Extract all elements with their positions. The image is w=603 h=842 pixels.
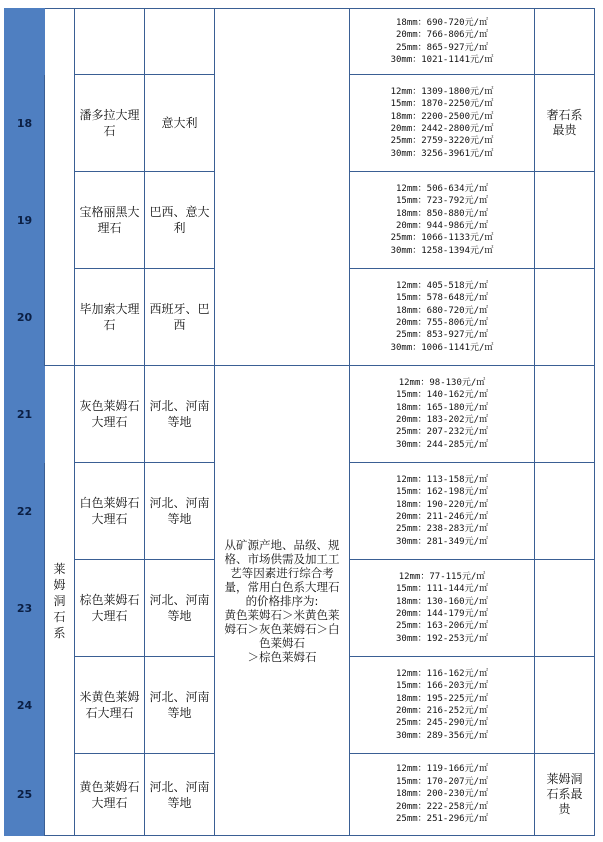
description-line: 量，常用白色系大理石 — [224, 579, 340, 594]
price-line: 18mm：690-720元/㎡ — [395, 17, 489, 28]
price-list — [350, 463, 535, 560]
row-number: 22 — [5, 463, 45, 560]
stone-name — [75, 9, 145, 75]
price-line: 25mm：2759-3220元/㎡ — [390, 136, 494, 147]
price-line: 12mm：405-518元/㎡ — [395, 280, 489, 291]
note-line: 贵 — [558, 802, 571, 816]
series-label-char: 洞 — [53, 593, 66, 608]
price-line: 12mm：113-158元/㎡ — [395, 474, 489, 485]
price-line: 15mm：140-162元/㎡ — [395, 390, 489, 401]
description-line: ＞棕色莱姆石 — [247, 649, 317, 664]
stone-name: 潘多拉大理石 — [75, 75, 145, 172]
stone-origin: 河北、河南等地 — [145, 560, 215, 657]
series-label-char: 系 — [53, 625, 66, 640]
description-line: 黄色莱姆石＞米黄色莱 — [224, 607, 340, 622]
price-line: 12mm：98-130元/㎡ — [398, 377, 486, 388]
price-line: 30mm：1006-1141元/㎡ — [390, 342, 494, 353]
price-line: 12mm：119-166元/㎡ — [395, 764, 489, 775]
price-line: 30mm：281-349元/㎡ — [395, 536, 489, 547]
price-line: 15mm：723-792元/㎡ — [395, 196, 489, 207]
note-cell — [535, 9, 595, 75]
description-line: 的价格排序为: — [245, 593, 319, 608]
price-line: 30mm：289-356元/㎡ — [395, 730, 489, 741]
stone-origin: 西班牙、巴西 — [145, 269, 215, 366]
description-cell-blank — [215, 9, 350, 366]
price-line: 30mm：1258-1394元/㎡ — [390, 245, 494, 256]
price-line: 20mm：2442-2800元/㎡ — [390, 124, 494, 134]
price-line: 20mm：755-806元/㎡ — [395, 318, 489, 328]
price-line: 12mm：77-115元/㎡ — [398, 571, 486, 582]
price-line: 18mm：130-160元/㎡ — [395, 596, 489, 607]
stone-origin: 河北、河南等地 — [145, 754, 215, 836]
price-line: 25mm：163-206元/㎡ — [395, 621, 489, 632]
description-line: 从矿源产地、品级、规 — [224, 537, 340, 552]
price-line: 20mm：183-202元/㎡ — [395, 415, 489, 425]
price-list — [350, 269, 535, 366]
note-cell — [535, 754, 595, 836]
price-list — [350, 366, 535, 463]
note-line: 莱姆洞 — [546, 772, 583, 786]
price-line: 20mm：144-179元/㎡ — [395, 609, 489, 619]
note-line: 石系最 — [546, 787, 583, 801]
row-number: 19 — [5, 172, 45, 269]
note-cell — [535, 269, 595, 366]
note-cell — [535, 366, 595, 463]
row-number: 21 — [5, 366, 45, 463]
price-line: 18mm：200-230元/㎡ — [395, 789, 489, 800]
price-line: 30mm：1021-1141元/㎡ — [390, 54, 494, 65]
price-line: 18mm：165-180元/㎡ — [395, 402, 489, 413]
note-cell — [535, 657, 595, 754]
price-list — [350, 172, 535, 269]
stone-origin — [145, 9, 215, 75]
price-line: 30mm：192-253元/㎡ — [395, 633, 489, 644]
table-row — [5, 9, 595, 75]
price-line: 20mm：944-986元/㎡ — [395, 221, 489, 231]
row-number — [5, 9, 45, 75]
stone-name: 米黄色莱姆石大理石 — [75, 657, 145, 754]
price-line: 20mm：222-258元/㎡ — [395, 801, 489, 812]
series-label-char: 姆 — [53, 577, 66, 592]
price-line: 15mm：166-203元/㎡ — [395, 681, 489, 692]
price-line: 20mm：211-246元/㎡ — [395, 512, 489, 522]
price-line: 12mm：506-634元/㎡ — [395, 183, 489, 194]
stone-name: 棕色莱姆石大理石 — [75, 560, 145, 657]
price-line: 18mm：680-720元/㎡ — [395, 305, 489, 316]
series-label-char: 莱 — [53, 561, 66, 576]
series-label-char: 石 — [53, 609, 66, 624]
price-line: 25mm：865-927元/㎡ — [395, 42, 489, 53]
description-line: 色莱姆石 — [259, 635, 305, 650]
price-list — [350, 754, 535, 836]
price-line: 30mm：244-285元/㎡ — [395, 439, 489, 450]
price-line: 18mm：195-225元/㎡ — [395, 693, 489, 704]
price-line: 25mm：207-232元/㎡ — [395, 427, 489, 438]
stone-origin: 河北、河南等地 — [145, 366, 215, 463]
price-line: 30mm：3256-3961元/㎡ — [390, 148, 494, 159]
row-number: 25 — [5, 754, 45, 836]
stone-origin: 河北、河南等地 — [145, 657, 215, 754]
row-number: 20 — [5, 269, 45, 366]
price-line: 18mm：2200-2500元/㎡ — [390, 111, 494, 122]
price-line: 15mm：111-144元/㎡ — [395, 584, 489, 595]
row-number: 18 — [5, 75, 45, 172]
stone-origin: 意大利 — [145, 75, 215, 172]
price-line: 25mm：245-290元/㎡ — [395, 718, 489, 729]
price-list — [350, 75, 535, 172]
note-cell — [535, 172, 595, 269]
stone-name: 黄色莱姆石大理石 — [75, 754, 145, 836]
price-line: 15mm：170-207元/㎡ — [395, 776, 489, 787]
price-line: 12mm：1309-1800元/㎡ — [390, 86, 494, 97]
marble-price-table — [4, 8, 595, 836]
table-row — [5, 366, 595, 463]
description-line: 姆石＞灰色莱姆石＞白 — [224, 621, 340, 636]
note-cell — [535, 560, 595, 657]
series-label — [45, 366, 75, 836]
price-line: 25mm：853-927元/㎡ — [395, 330, 489, 341]
description-line: 格、市场供需及加工工 — [224, 551, 340, 566]
stone-origin: 河北、河南等地 — [145, 463, 215, 560]
price-line: 15mm：162-198元/㎡ — [395, 487, 489, 498]
row-number: 23 — [5, 560, 45, 657]
price-line: 15mm：1870-2250元/㎡ — [390, 99, 494, 110]
note-cell — [535, 75, 595, 172]
stone-name: 白色莱姆石大理石 — [75, 463, 145, 560]
price-list — [350, 657, 535, 754]
price-line: 25mm：238-283元/㎡ — [395, 524, 489, 535]
price-line: 20mm：766-806元/㎡ — [395, 30, 489, 41]
stone-origin: 巴西、意大利 — [145, 172, 215, 269]
price-line: 18mm：190-220元/㎡ — [395, 499, 489, 510]
stone-name: 宝格丽黑大理石 — [75, 172, 145, 269]
note-cell — [535, 463, 595, 560]
stone-name: 毕加索大理石 — [75, 269, 145, 366]
price-line: 20mm：216-252元/㎡ — [395, 706, 489, 716]
price-line: 18mm：850-880元/㎡ — [395, 208, 489, 219]
price-line: 12mm：116-162元/㎡ — [395, 668, 489, 679]
row-number: 24 — [5, 657, 45, 754]
price-list — [350, 560, 535, 657]
description-line: 艺等因素进行综合考 — [230, 565, 334, 580]
price-line: 25mm：1066-1133元/㎡ — [390, 233, 494, 244]
description-text — [215, 366, 350, 836]
series-cell-blank — [45, 9, 75, 366]
note-line: 最贵 — [552, 123, 577, 137]
price-line: 25mm：251-296元/㎡ — [395, 814, 489, 825]
stone-name: 灰色莱姆石大理石 — [75, 366, 145, 463]
price-line: 15mm：578-648元/㎡ — [395, 293, 489, 304]
price-list — [350, 9, 535, 75]
note-line: 奢石系 — [546, 108, 583, 122]
